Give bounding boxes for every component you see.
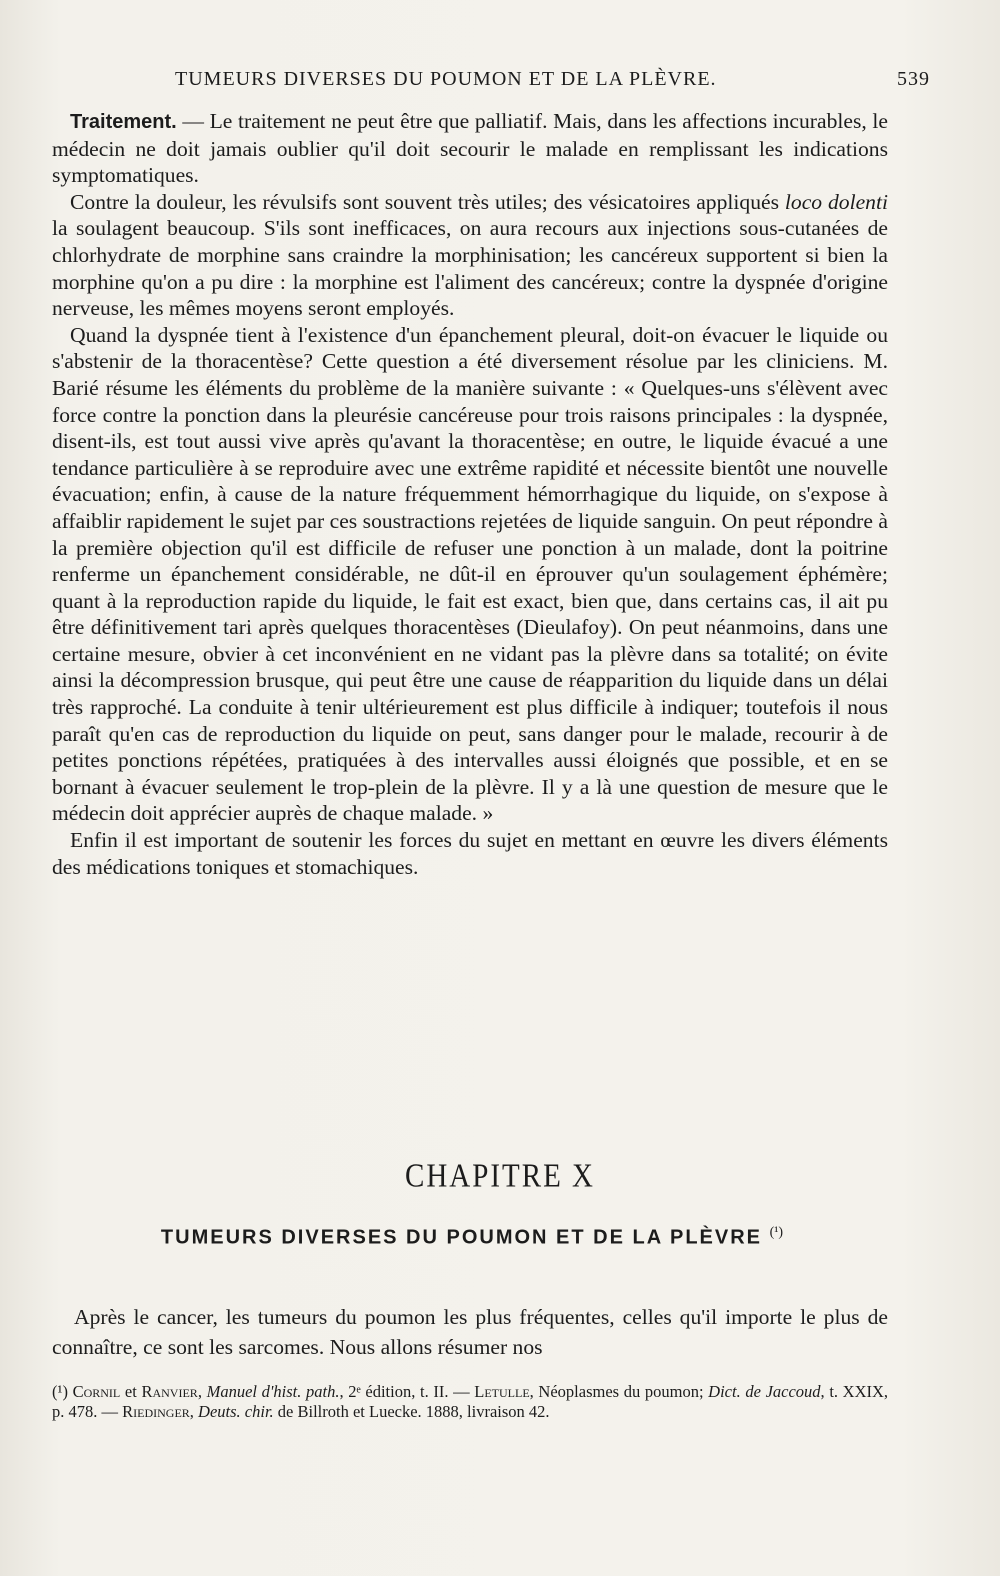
chapter-opening — [52, 1302, 888, 1362]
footnote-text-part: , t. XXIX, p. 478. — — [52, 1382, 889, 1421]
paragraph-pain — [52, 189, 888, 322]
footnote-text — [52, 1382, 888, 1422]
chapter-subtitle-text: TUMEURS DIVERSES DU POUMON ET DE LA PLÈVRE — [160, 1226, 762, 1249]
paragraph-dyspnea: Quand la dyspnée tient à l'existence d'un épanchement pleural, doit-on évacuer le liquide ou s'abstenir de la thoracentèse? Cette question a été diversement résolue par les cliniciens. M. Barié résume les éléments du problème de la manière suivante : « Quelques-uns s'élèvent avec force contre la ponction dans la pleurésie cancéreuse pour trois raisons principales : la dyspnée, disent-ils, est tout aussi vive après qu'avant la thoracentèse; en outre, le liquide évacué a une tendance particulière à se reproduire avec une extrême rapidité et nécessite bientôt une nouvelle évacuation; enfin, à cause de la nature fréquemment hémorrhagique du liquide, on s'expose à affaiblir rapidement le sujet par ces soustractions rejetées de liquide sanguin. On peut répondre à la première objection qu'il est difficile de refuser une ponction à un malade, dont la poitrine renferme un épanchement considérable, ne dût-il en éprouver qu'un soulagement éphémère; quant à la reproduction rapide du liquide, le fait est exact, bien que, dans certains cas, il ait pu être définitivement tari après quelques thoracentèses (Dieulafoy). On peut néanmoins, dans une certaine mesure, obvier à cet inconvénient en ne vidant pas la plèvre dans sa totalité; on évite ainsi la décompression brusque, qui peut être une cause de réapparition du liquide dans un délai très rapproché. La conduite à tenir ultérieurement est plus difficile à indiquer; toutefois il nous paraît qu'en cas de reproduction du liquide on peut, sans danger pour le malade, recourir à de petites ponctions répétées, pratiquées à des intervalles aussi éloignés que possible, et en se bornant à évacuer seulement le trop-plein de la plèvre. Il y a là une question de mesure que le médecin doit apprécier auprès de chaque malade. » — [52, 322, 888, 826]
latin-phrase: loco dolenti — [784, 189, 888, 214]
paragraph-opening: Après le cancer, les tumeurs du poumon les plus fréquentes, celles qu'il importe le plus de connaître, ce sont les sarcomes. Nous allons résumer nos — [52, 1305, 888, 1359]
paragraph-tonics: Enfin il est important de soutenir les forces du sujet en mettant en œuvre les divers éléments des médications toniques et stomachiques. — [52, 828, 888, 879]
footnote-text-part: , — [197, 1382, 207, 1401]
footnote-work: Deuts. chir. — [198, 1402, 274, 1421]
footnote-text-part: de Billroth et Luecke. 1888, livraison 42. — [273, 1402, 550, 1421]
paragraph-text: la soulagent beaucoup. S'ils sont inefficaces, on aura recours aux injections sous-cutanées de chlorhydrate de morphine sans craindre la morphinisation; les cancéreux supportent si bien la morphine qu'on a pu dire : la morphine est l'aliment des cancéreux; contre la dyspnée d'origine nerveuse, les mêmes moyens seront employés. — [52, 216, 888, 321]
footnote-work: Manuel d'hist. path. — [206, 1382, 340, 1401]
footnote-author: Cornil — [72, 1382, 121, 1401]
chapter-subtitle — [92, 1225, 852, 1250]
footnote-text-part: , Néoplasmes du poumon; — [529, 1382, 709, 1401]
footnote-text-part: , 2ᵉ édition, t. II. — — [339, 1382, 475, 1401]
footnote-work: Dict. de Jaccoud — [708, 1382, 821, 1401]
footnote-reference: (¹) — [769, 1225, 784, 1240]
paragraph-text: Contre la douleur, les révulsifs sont souvent très utiles; des vésicatoires appliqués — [70, 189, 785, 214]
treatment-section — [52, 108, 888, 880]
footnote-marker: (¹) — [52, 1382, 73, 1401]
footnote — [52, 1382, 888, 1422]
running-head — [50, 68, 940, 98]
footnote-author: Letulle — [474, 1382, 530, 1401]
paragraph-text: — Le traitement ne peut être que palliatif. Mais, dans les affections incurables, le médecin ne doit jamais oublier qu'il doit secourir le malade en remplissant les indications symptomatiques. — [52, 109, 888, 188]
paragraph-treatment-intro — [52, 108, 888, 189]
footnote-author: Ranvier — [141, 1382, 198, 1401]
page-number: 539 — [897, 68, 930, 90]
footnote-text-part: et — [120, 1382, 142, 1401]
chapter-title: CHAPITRE X — [405, 1157, 595, 1195]
footnote-author: Riedinger — [122, 1402, 190, 1421]
footnote-text-part: , — [189, 1402, 199, 1421]
running-head-title: TUMEURS DIVERSES DU POUMON ET DE LA PLÈVRE. — [175, 68, 717, 90]
treatment-heading: Traitement. — [70, 111, 177, 133]
